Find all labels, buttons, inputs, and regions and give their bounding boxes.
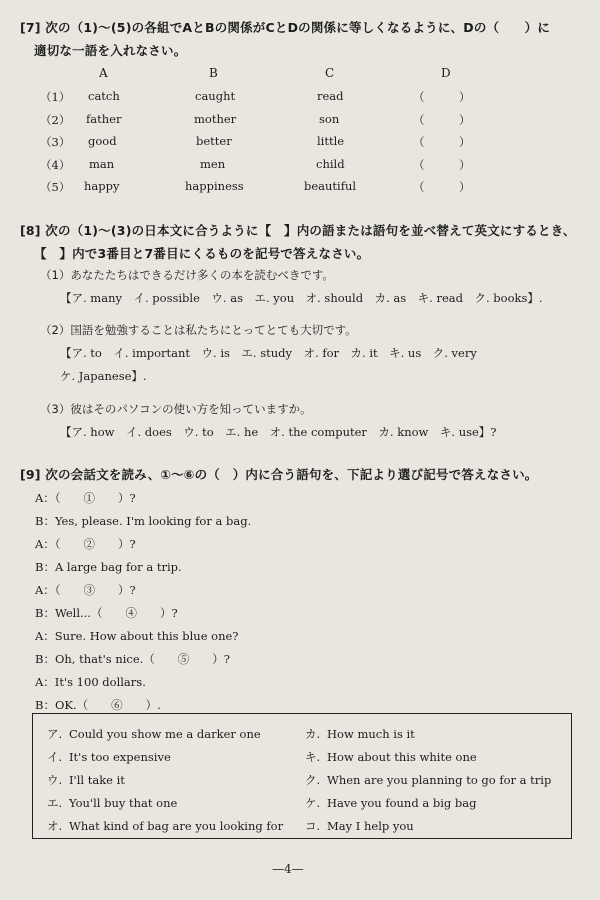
q8-heading-line1: [8] 次の（1)～(3)の日本文に合うように【 】内の語または語句を並べ替えて英文にするとき、 xyxy=(20,223,576,238)
option-key: コ. xyxy=(305,819,321,833)
dialogue-line: B：OK.（ ⑥ ）. xyxy=(35,698,161,712)
q9-heading: [9] 次の会話文を読み、①～⑥の（ ）内に合う語句を、下記より選び記号で答えなさい。 xyxy=(20,467,538,482)
answer-blank: （ ） xyxy=(413,158,471,172)
cell-a: man xyxy=(89,157,115,171)
option-item xyxy=(47,726,261,742)
row-number: （3） xyxy=(40,135,71,149)
cell-c: son xyxy=(319,112,340,126)
page-number: —4— xyxy=(272,862,304,876)
cell-c: little xyxy=(317,134,345,148)
answer-options-box xyxy=(32,713,572,839)
option-key: ク. xyxy=(305,773,321,787)
cell-b: men xyxy=(200,157,226,171)
dialogue-line: A：（ ② ）? xyxy=(35,537,136,551)
option-item xyxy=(47,749,171,765)
option-key: イ. xyxy=(47,750,63,764)
option-text: It's too expensive xyxy=(69,750,171,764)
dialogue-line: B：Well...（ ④ ）? xyxy=(35,606,178,620)
option-key: オ. xyxy=(47,819,63,833)
cell-c: beautiful xyxy=(304,179,357,193)
cell-c: read xyxy=(317,89,344,103)
cell-c: child xyxy=(316,157,345,171)
cell-b: happiness xyxy=(185,179,244,193)
dialogue-line: B：Yes, please. I'm looking for a bag. xyxy=(35,514,252,528)
cell-b: caught xyxy=(195,89,236,103)
column-header-b: B xyxy=(209,66,218,80)
answer-blank: （ ） xyxy=(413,135,471,149)
option-item xyxy=(47,818,283,834)
row-number: （2） xyxy=(40,113,71,127)
cell-a: father xyxy=(86,112,122,126)
dialogue-line: A：（ ③ ）? xyxy=(35,583,136,597)
cell-a: catch xyxy=(88,89,120,103)
option-key: ウ. xyxy=(47,773,63,787)
q8-heading-line2: 【 】内で3番目と7番目にくるものを記号で答えなさい。 xyxy=(34,246,370,261)
option-text: I'll take it xyxy=(69,773,125,787)
dialogue-line: A：（ ① ）? xyxy=(35,491,136,505)
dialogue-line: B：A large bag for a trip. xyxy=(35,560,182,574)
option-item xyxy=(47,795,177,811)
option-key: ケ. xyxy=(305,796,321,810)
column-header-a: A xyxy=(99,66,108,80)
cell-a: happy xyxy=(84,179,120,193)
q7-heading-line1: [7] 次の（1)～(5)の各組でAとBの関係がCとDの関係に等しくなるように、Dの（ ）に xyxy=(20,20,551,35)
row-number: （1） xyxy=(40,90,71,104)
row-number: （4） xyxy=(40,158,71,172)
option-key: ア. xyxy=(47,727,63,741)
option-text: Could you show me a darker one xyxy=(69,727,261,741)
option-item xyxy=(305,818,414,834)
option-key: キ. xyxy=(305,750,321,764)
option-item xyxy=(305,726,415,742)
option-key: エ. xyxy=(47,796,63,810)
option-key: カ. xyxy=(305,727,321,741)
option-item xyxy=(305,772,551,788)
dialogue-line: A：It's 100 dollars. xyxy=(35,675,146,689)
option-item xyxy=(47,772,125,788)
option-text: How about this white one xyxy=(327,750,477,764)
option-item xyxy=(305,795,476,811)
q8-item3-choices: 【ア. how イ. does ウ. to エ. he オ. the computer カ. know キ. use】? xyxy=(60,425,497,439)
q8-item3-japanese: （3）彼はそのパソコンの使い方を知っていますか。 xyxy=(40,402,312,416)
column-header-d: D xyxy=(441,66,451,80)
q8-item2-japanese: （2）国語を勉強することは私たちにとってとても大切です。 xyxy=(40,323,357,337)
q8-item1-choices: 【ア. many イ. possible ウ. as エ. you オ. should カ. as キ. read ク. books】. xyxy=(60,291,543,305)
q7-heading-line2: 適切な一語を入れなさい。 xyxy=(34,43,187,58)
option-item xyxy=(305,749,477,765)
option-text: When are you planning to go for a trip xyxy=(327,773,552,787)
option-text: How much is it xyxy=(327,727,415,741)
row-number: （5） xyxy=(40,180,71,194)
answer-blank: （ ） xyxy=(413,90,471,104)
cell-b: better xyxy=(196,134,232,148)
cell-a: good xyxy=(88,134,117,148)
cell-b: mother xyxy=(194,112,237,126)
dialogue-line: B：Oh, that's nice.（ ⑤ ）? xyxy=(35,652,230,666)
q8-item2-choices-cont: ケ. Japanese】. xyxy=(60,369,147,383)
column-header-c: C xyxy=(325,66,335,80)
option-text: May I help you xyxy=(327,819,414,833)
option-text: You'll buy that one xyxy=(69,796,178,810)
answer-blank: （ ） xyxy=(413,180,471,194)
option-text: What kind of bag are you looking for xyxy=(69,819,284,833)
answer-blank: （ ） xyxy=(413,113,471,127)
q8-item2-choices: 【ア. to イ. important ウ. is エ. study オ. for カ. it キ. us ク. very xyxy=(60,346,477,360)
dialogue-line: A：Sure. How about this blue one? xyxy=(35,629,239,643)
option-text: Have you found a big bag xyxy=(327,796,477,810)
q8-item1-japanese: （1）あなたたちはできるだけ多くの本を読むべきです。 xyxy=(40,268,334,282)
